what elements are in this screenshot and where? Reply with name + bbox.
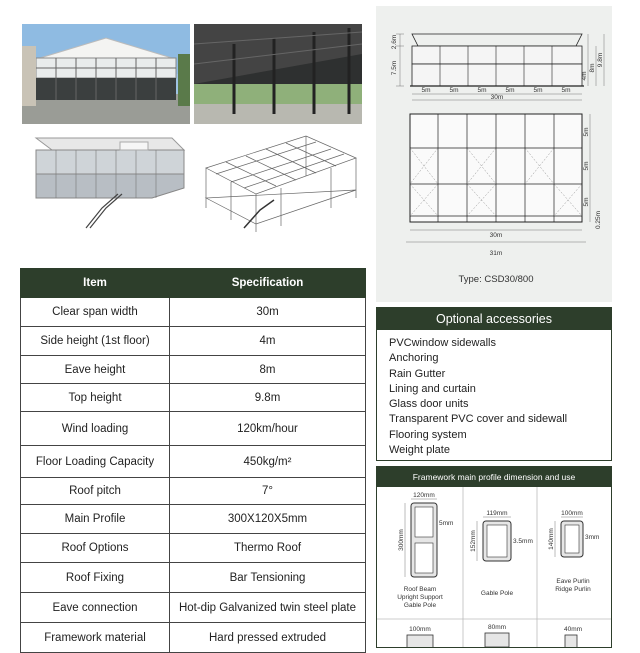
- row-spec: 120km/hour: [170, 412, 366, 446]
- profile2-caption: Gable Pole: [480, 590, 514, 597]
- bay-dim-1: 5m: [421, 87, 431, 94]
- bay-dim-6: 5m: [561, 87, 571, 94]
- profile-roof-beam: [397, 492, 453, 609]
- table-row: [21, 384, 366, 412]
- list-item: Lining and curtain: [389, 382, 476, 395]
- row-item: Floor Loading Capacity: [21, 446, 170, 478]
- elevation-view: [391, 34, 604, 101]
- type-label: Type: CSD30/800: [458, 274, 534, 285]
- table-row: [21, 593, 366, 623]
- row-item: Eave connection: [21, 593, 170, 623]
- profile1-caption-2: Upright Support: [397, 594, 443, 601]
- list-item: Weight plate: [389, 444, 450, 457]
- drawing-svg: [376, 6, 612, 302]
- row-item: Wind loading: [21, 412, 170, 446]
- row-spec: Bar Tensioning: [170, 563, 366, 593]
- profile2-width: 119mm: [486, 510, 508, 517]
- plan-dim-4: 0.25m: [595, 210, 602, 230]
- profile3-caption-1: Eave Purlin: [556, 578, 590, 585]
- row-item: Top height: [21, 384, 170, 412]
- row-spec: Hot-dip Galvanized twin steel plate: [170, 593, 366, 623]
- bay-dim-5: 5m: [533, 87, 543, 94]
- profile-gable-pole: [470, 510, 533, 597]
- bottom-width-1: 100mm: [409, 626, 431, 633]
- row-spec: Hard pressed extruded: [170, 623, 366, 653]
- list-item: Transparent PVC cover and sidewall: [389, 413, 568, 426]
- table-row: [21, 327, 366, 356]
- plan-dim-1: 5m: [583, 127, 590, 137]
- cladded-render-illustration: [22, 128, 192, 234]
- dim-right-2: 8m: [589, 63, 596, 73]
- row-spec: 30m: [170, 298, 366, 327]
- plan-dim-2: 5m: [583, 161, 590, 171]
- spec-table: [20, 268, 366, 653]
- profiles-title: Framework main profile dimension and use: [377, 467, 611, 487]
- profile2-height: 152mm: [470, 530, 477, 552]
- row-spec: Thermo Roof: [170, 534, 366, 563]
- double-deck-tent-photo: [22, 24, 190, 124]
- profile3-caption-2: Ridge Purlin: [555, 586, 591, 593]
- profile1-width: 120mm: [413, 492, 435, 499]
- dim-left-bottom: 7.5m: [391, 60, 398, 76]
- bay-dim-4: 5m: [505, 87, 515, 94]
- technical-drawing: [376, 6, 612, 302]
- row-item: Roof Fixing: [21, 563, 170, 593]
- list-item: Rain Gutter: [389, 367, 446, 380]
- row-spec: 300X120X5mm: [170, 505, 366, 534]
- table-row: [21, 356, 366, 384]
- plan-inner-total: 30m: [489, 232, 503, 239]
- framework-profiles-panel: [376, 466, 612, 648]
- row-item: Eave height: [21, 356, 170, 384]
- profile2-thick: 3.5mm: [513, 538, 533, 545]
- bay-dim-3: 5m: [477, 87, 487, 94]
- row-spec: 9.8m: [170, 384, 366, 412]
- table-row: [21, 563, 366, 593]
- row-spec: 450kg/m²: [170, 446, 366, 478]
- table-row: [21, 446, 366, 478]
- profiles-drawing: [377, 487, 611, 647]
- dim-right-1: 4m: [581, 71, 588, 81]
- bay-dim-2: 5m: [449, 87, 459, 94]
- row-spec: 8m: [170, 356, 366, 384]
- plan-outer-total: 31m: [489, 250, 503, 257]
- table-row: [21, 534, 366, 563]
- dim-left-top: 2.6m: [391, 34, 398, 50]
- interior-hall-photo: [194, 24, 362, 124]
- table-row: [21, 478, 366, 505]
- bottom-width-2: 80mm: [487, 624, 507, 631]
- render-steel-frame: [196, 128, 362, 234]
- row-item: Roof pitch: [21, 478, 170, 505]
- row-item: Roof Options: [21, 534, 170, 563]
- tent-photo-illustration: [22, 24, 190, 124]
- list-item: Glass door units: [389, 398, 469, 411]
- table-row: [21, 505, 366, 534]
- profile1-caption-1: Roof Beam: [403, 586, 437, 593]
- header-item: Item: [21, 269, 170, 298]
- table-row: [21, 623, 366, 653]
- list-item: Flooring system: [389, 428, 467, 441]
- interior-photo-illustration: [194, 24, 362, 124]
- profile-eave-purlin: [548, 510, 599, 593]
- dim-right-3: 9.8m: [597, 52, 604, 68]
- profile3-thick: 3mm: [585, 534, 600, 541]
- accessories-list: [377, 330, 611, 458]
- table-row: [21, 412, 366, 446]
- table-row: [21, 298, 366, 327]
- row-item: Main Profile: [21, 505, 170, 534]
- row-item: Clear span width: [21, 298, 170, 327]
- header-spec: Specification: [170, 269, 366, 298]
- row-spec: 4m: [170, 327, 366, 356]
- profile1-thick: 5mm: [439, 520, 454, 527]
- list-item: PVCwindow sidewalls: [389, 337, 496, 349]
- optional-accessories-panel: [376, 307, 612, 461]
- row-item: Side height (1st floor): [21, 327, 170, 356]
- plan-dim-3: 5m: [583, 197, 590, 207]
- row-spec: 7°: [170, 478, 366, 505]
- profile3-width: 100mm: [561, 510, 583, 517]
- accessories-title: Optional accessories: [377, 308, 611, 330]
- row-item: Framework material: [21, 623, 170, 653]
- profile3-height: 140mm: [548, 528, 555, 550]
- steel-frame-illustration: [196, 128, 362, 234]
- plan-view: [406, 114, 602, 257]
- list-item: Anchoring: [389, 352, 439, 365]
- elevation-total: 30m: [490, 94, 504, 101]
- bottom-width-3: 40mm: [563, 626, 583, 633]
- profile1-caption-3: Gable Pole: [403, 602, 437, 609]
- render-cladded-structure: [22, 128, 192, 234]
- profile1-height: 300mm: [398, 529, 405, 551]
